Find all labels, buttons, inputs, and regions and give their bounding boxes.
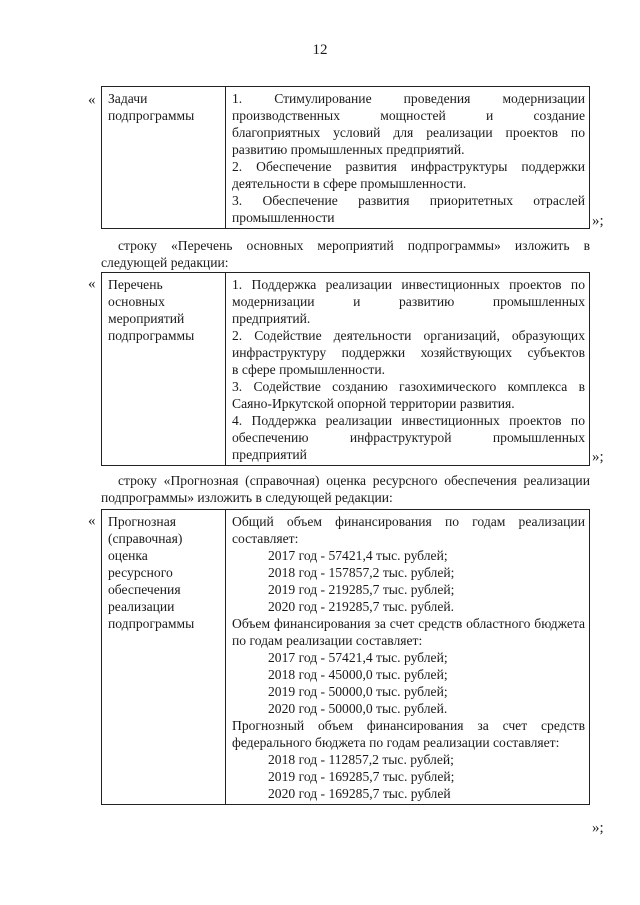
close-quote-3: »; — [592, 820, 604, 836]
paragraph-2: строку «Прогнозная (справочная) оценка ресурсного обеспечения реализации подпрограммы» изложить в следующей редакции: — [101, 473, 590, 505]
federal-2020: 2020 год - 169285,7 тыс. рублей — [268, 786, 451, 801]
page-number: 12 — [312, 42, 328, 58]
federal-2019: 2019 год - 169285,7 тыс. рублей; — [268, 769, 455, 784]
total-2020: 2020 год - 219285,7 тыс. рублей. — [268, 599, 455, 614]
close-quote-2: »; — [592, 449, 604, 465]
close-quote-1: »; — [592, 213, 604, 229]
open-quote-1: « — [88, 92, 96, 108]
funding-label: Прогнозная (справочная) оценка ресурсного обеспечения реализации подпрограммы — [102, 510, 226, 805]
federal-intro: Прогнозный объем финансирования за счет средств федерального бюджета по годам реализации составляет: — [232, 718, 585, 750]
regional-intro: Объем финансирования за счет средств областного бюджета по годам реализации составляет: — [232, 616, 585, 648]
tasks-content — [226, 87, 590, 229]
tasks-line-2: производственных мощностей и создание — [232, 108, 585, 123]
federal-2018: 2018 год - 112857,2 тыс. рублей; — [268, 752, 454, 767]
funding-content — [226, 510, 590, 805]
tasks-line-8: промышленности — [232, 210, 335, 225]
regional-2018: 2018 год - 45000,0 тыс. рублей; — [268, 667, 448, 682]
total-intro: Общий объем финансирования по годам реализации составляет: — [232, 514, 585, 546]
regional-2019: 2019 год - 50000,0 тыс. рублей; — [268, 684, 448, 699]
tasks-line-6: деятельности в сфере промышленности. — [232, 176, 467, 191]
regional-2020: 2020 год - 50000,0 тыс. рублей. — [268, 701, 448, 716]
tasks-line-1: 1. Стимулирование проведения модернизации — [232, 91, 585, 106]
tasks-line-7: 3. Обеспечение развития приоритетных отраслей — [232, 193, 585, 208]
tasks-line-5: 2. Обеспечение развития инфраструктуры поддержки — [232, 159, 585, 174]
tasks-label: Задачи подпрограммы — [102, 87, 226, 229]
total-2017: 2017 год - 57421,4 тыс. рублей; — [268, 548, 448, 563]
activities-label: Перечень основных мероприятий подпрограммы — [102, 273, 226, 466]
open-quote-3: « — [88, 513, 96, 529]
funding-table — [101, 509, 590, 805]
open-quote-2: « — [88, 276, 96, 292]
paragraph-1: строку «Перечень основных мероприятий подпрограммы» изложить в следующей редакции: — [101, 238, 590, 270]
activities-content: 1. Поддержка реализации инвестиционных проектов по модернизации и развитию промышленных предприятий. 2. Содействие деятельности организаций, образующих инфраструктуру поддержки хозяйствующих субъектов в сфере промышленности. 3. Содействие созданию газохимического комплекса в Саяно-Иркутской опорной территории развития. 4. Поддержка реализации инвестиционных проектов по обеспечению инфраструктурой промышленных предприятий — [226, 273, 590, 466]
tasks-line-4: развитию промышленных предприятий. — [232, 142, 465, 157]
tasks-table — [101, 86, 590, 229]
activities-table — [101, 272, 590, 466]
regional-2017: 2017 год - 57421,4 тыс. рублей; — [268, 650, 448, 665]
total-2019: 2019 год - 219285,7 тыс. рублей; — [268, 582, 455, 597]
total-2018: 2018 год - 157857,2 тыс. рублей; — [268, 565, 455, 580]
tasks-line-3: благоприятных условий для реализации проектов по — [232, 125, 585, 140]
